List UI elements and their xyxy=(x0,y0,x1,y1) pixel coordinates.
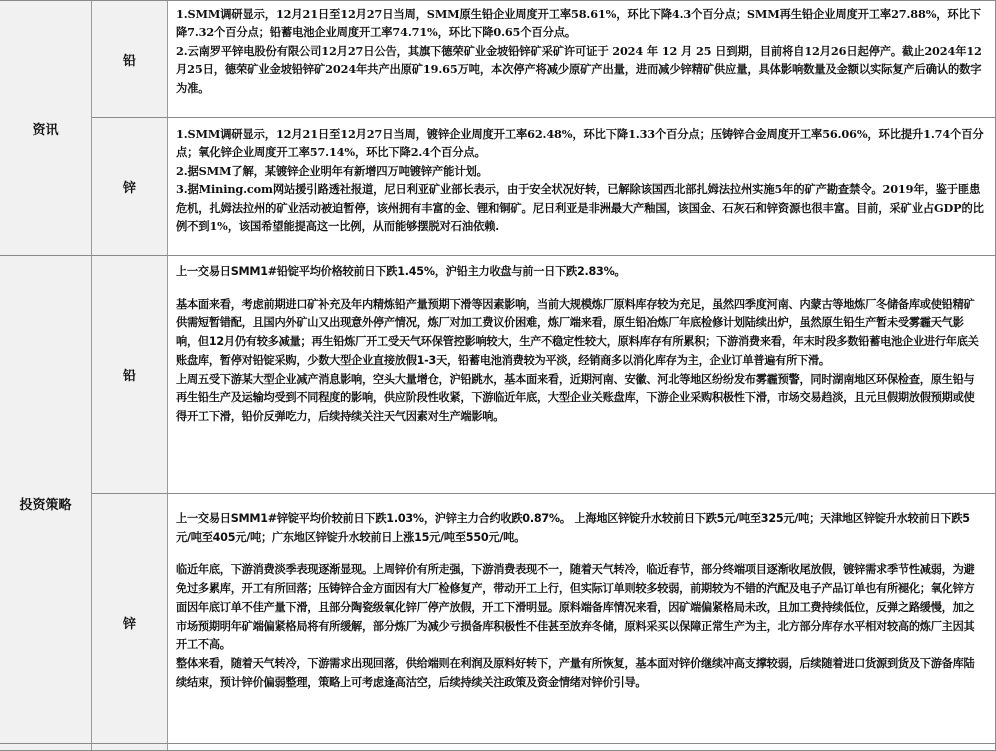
news-zinc-item-2: 2.据SMM了解，某镀锌企业明年有新增四万吨镀锌产能计划。 xyxy=(176,163,488,178)
row-divider xyxy=(92,117,996,118)
news-zinc-item-3: 3.据Mining.com网站援引路透社报道，尼日利亚矿业部长表示，由于安全状况好转，已解除该国西北部扎姆法拉州实施5年的矿产勘查禁令。2019年，鉴于匪患危机，扎姆法拉州的矿业活动被迫暂停，该州拥有丰富的金、锂和铜矿。尼日利亚是非洲最大产釉国，该国金、石灰石和锌资源也很丰富。目前，采矿业占GDP的比例不到1%，该国希望能提高这一比例，从而能够摆脱对石油依赖. xyxy=(176,182,984,234)
metal-label-zinc-strategy: 锌 xyxy=(92,494,168,750)
table-bottom-line xyxy=(0,743,996,744)
news-zinc-content xyxy=(168,125,988,235)
metal-label-lead-news: 铅 xyxy=(92,1,168,117)
strategy-lead-content xyxy=(168,263,988,427)
strategy-lead-price-summary: 上一交易日SMM1#铅锭平均价格较前日下跌1.45%，沪铅主力收盘与前一日下跌2.83%。 xyxy=(176,265,626,278)
metal-label-zinc-news: 锌 xyxy=(92,118,168,255)
section-label-news: 资讯 xyxy=(0,1,92,255)
strategy-zinc-price-summary: 上一交易日SMM1#锌锭平均价较前日下跌1.03%，沪锌主力合约收跌0.87%。 上海地区锌锭升水较前日下跌5元/吨至325元/吨；天津地区锌锭升水较前日下跌5元/吨至405元/吨；广东地区锌锭升水较前日上涨15元/吨至550元/吨。 xyxy=(176,512,970,544)
news-lead-content xyxy=(168,5,988,97)
metal-label-lead-strategy: 铅 xyxy=(92,256,168,493)
strategy-lead-fundamentals: 基本面来看，考虑前期进口矿补充及年内精炼铅产量预期下滑等因素影响，当前大规模炼厂原料库存较为充足，虽然四季度河南、内蒙古等地炼厂冬储备库或使铅精矿供需短暂错配，且国内外矿山又出现意外停产情况，炼厂对加工费议价困难，炼厂端来看，原生铅冶炼厂年底检修计划陆续出炉，虽然原生铅生产暂未受雾霾天气影响，但12月仍有较多减量；再生铅炼厂开工受天气环保管控影响较大，生产不稳定性较大，原料库存有所累积；下游消费来看，年末时段多数铅蓄电池企业进行年底关账盘库，暂停对铅锭采购，少数大型企业直接放假1-3天，铅蓄电池消费较为平淡，经销商多以消化库存为主，企业订单普遍有所下滑。 xyxy=(176,297,979,367)
section-divider xyxy=(0,255,996,256)
strategy-zinc-content xyxy=(168,510,988,692)
strategy-lead-outlook: 上周五受下游某大型企业减产消息影响，空头大量增仓，沪铅跳水，基本面来看，近期河南、安徽、河北等地区纷纷发布雾霾预警，同时湖南地区环保检查，原生铅与再生铅生产及运输均受到不同程度的影响，供应阶段性收紧，下游临近年底，大型企业关账盘库，下游企业采购积极性下滑，市场交易趋淡，且元旦假期放假预期或使得开工下滑，铅价反弹吃力，后续持续关注天气因素对生产端影响。 xyxy=(176,372,975,423)
section-label-strategy: 投资策略 xyxy=(0,256,92,750)
strategy-zinc-outlook: 整体来看，随着天气转冷，下游需求出现回落，供给端则在利润及原料好转下，产量有所恢复，基本面对锌价继续冲高支撑较弱，后续随着进口货源到货及下游备库陆续结束，预计锌价偏弱整理，策略上可考虑逢高沽空，后续持续关注政策及资金情绪对锌价引导。 xyxy=(176,656,975,689)
strategy-zinc-fundamentals: 临近年底，下游消费淡季表现逐渐显现。上周锌价有所走强，下游消费表现不一，随着天气转冷，临近春节，部分终端项目逐渐收尾放假，镀锌需求季节性减弱，为避免过多累库，开工有所回落；压铸锌合金方面因有大厂检修复产，带动开工上行，但实际订单则较多较弱，前期较为不错的汽配及电子产品订单也有所褪化；氧化锌方面因年底订单不佳产量下滑，且部分陶瓷级氧化锌厂停产放假，开工下滑明显。原料端备库情况来看，因矿端偏紧格局未改，且加工费持续低位，反弹之路缓慢，加之市场预期明年矿端偏紧格局将有所缓解，部分炼厂为减少亏损备库积极性不佳甚至放弃冬储，原料采买以保障正常生产为主，北方部分库存水平相对较高的炼厂主因其开工不高。 xyxy=(176,563,975,652)
news-lead-item-1: 1.SMM调研显示，12月21日至12月27日当周，SMM原生铅企业周度开工率58.61%，环比下降4.3个百分点；SMM再生铅企业周度开工率27.88%，环比下降7.32个百分点；铅蓄电池企业周度开工率74.71%，环比下降0.65个百分点。 xyxy=(176,7,981,40)
row-divider xyxy=(92,493,996,494)
news-lead-item-2: 2.云南罗平锌电股份有限公司12月27日公告，其旗下德荣矿业金坡铅锌矿采矿许可证于 2024 年 12 月 25 日到期，目前将自12月26日起停产。截止2024年12月25日，德荣矿业金坡铅锌矿2024年共产出原矿19.65万吨，本次停产将减少原矿产出量，进而减少锌精矿供应量，具体影响数量及金额以实际复产后确认的数字为准。 xyxy=(176,43,982,95)
news-zinc-item-1: 1.SMM调研显示，12月21日至12月27日当周，镀锌企业周度开工率62.48%，环比下降1.33个百分点；压铸锌合金周度开工率56.06%，环比提升1.74个百分点；氧化锌企业周度开工率57.14%，环比下降2.4个百分点。 xyxy=(176,127,984,160)
